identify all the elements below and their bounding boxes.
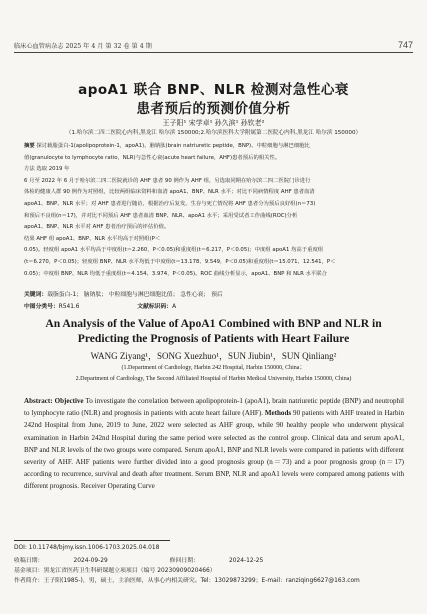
- author-note: 作者简介：王子阳(1985-)，男，硕士，主治医师，从事心内相关研究。Tel：13029873299；E-mail：ranziqing6627@163.com: [14, 578, 360, 584]
- english-abstract: [24, 395, 404, 493]
- chinese-authors: 王子阳¹ 宋学卓¹ 孙久滨¹ 孙钦老²: [162, 119, 265, 127]
- abstract-label: Abstract:: [24, 397, 53, 405]
- abstract-line: 0.05)。轻度组 apoA1 水平均高于中度组(t＝2.260，P＜0.05)和重度组(t＝6.217，P＜0.05)；中度组 apoA1 均高于重度组: [24, 247, 324, 254]
- abstract-line: (t＝6.270，P＜0.05)；轻度组 BNP、NLR 水平均低于中度组(t＝13.178、9.549，P＜0.05)和重度组(t＝15.071、12.541，P＜: [24, 258, 336, 265]
- document-code: 文献标识码：A: [137, 304, 177, 310]
- english-affiliation-2: 2.Department of Cardiology, The Second Affiliated Hospital of Harbin Medical University, Harbin 150000, China): [75, 376, 352, 382]
- keywords-label: 关键词：: [24, 292, 48, 298]
- chinese-abstract: [24, 141, 404, 280]
- chinese-affiliations: （1.哈尔滨二四二医院心内科,黑龙江 哈尔滨 150000;2.哈尔滨医科大学附属第二医院心内科,黑龙江 哈尔滨 150000）: [65, 130, 362, 136]
- journal-citation: 临床心血管病杂志 2025 年 4 月 第 32 卷 第 4 期: [14, 43, 152, 50]
- abstract-line: 6 月至 2022 年 6 月于哈尔滨二四二医院就诊的 AHF 患者 90 例作为 AHF 组，另选取同期在哈尔滨二四二医院门诊进行: [24, 177, 311, 184]
- english-title-line-1: An Analysis of the Value of ApoA1 Combined with BNP and NLR in: [45, 317, 382, 330]
- received-date: 收稿日期： 2024-09-29: [14, 558, 108, 564]
- revised-date: 修回日期： 2024-12-25: [169, 558, 264, 564]
- chinese-title-line-1: apoA1 联合 BNP、NLR 检测对急性心衰: [78, 82, 349, 98]
- chinese-title-line-2: 患者预后的预测价值分析: [136, 101, 291, 117]
- clc: 中图分类号：R541.6: [24, 304, 80, 310]
- abstract-line: 体检的健康人群 90 例作为对照组，比较两组临床资料和血清 apoA1、BNP、NLR 水平；对比不同病情程度 AHF 患者血清: [24, 189, 315, 196]
- abstract-line: 值(granulocyte to lymphocyte ratio，NLR)与急性心衰(acute heart failure，AHF)患者预后的相关性。: [24, 154, 281, 161]
- abstract-label: 摘要: [24, 143, 35, 149]
- abstract-line: 结果 AHF 组 apoA1、BNP、NLR 水平均高于对照组(P＜: [24, 235, 161, 242]
- doi: DOI: 10.11748/bjmy.issn.1006-1703.2025.04.018: [14, 545, 160, 551]
- abstract-line: 摘要 探讨载脂蛋白-1(apolipoprotein-1，apoA1)、脑钠肽(brain natriuretic peptide，BNP)、中粒细胞与淋巴细胞比: [24, 143, 310, 149]
- english-authors: WANG Ziyang¹，SONG Xuezhuo¹，SUN Jiubin¹，SUN Qinliang²: [90, 351, 337, 361]
- page-number: 747: [397, 40, 413, 50]
- methods-text: 90 patients with AHF treated in Harbin 242nd Hospital from June, 2019 to June, 2022 were selected as AHF group, while 90 healthy people who underwent physical examination in Harbin 242nd Hospital during the same period were selected as the control group. Clinical data and serum apoA1, BNP and NLR levels of the two groups were compared. Serum apoA1, BNP and NLR levels were compared in patients with different severity of AHF. AHF patients were further divided into a good prognosis group (n＝73) and a poor prognosis group (n＝17) according to recurrence, survival and death after treatment. Serum BNP, NLR and apoA1 levels were compared among patients with different prognosis. Receiver Operating Curve: [24, 409, 405, 491]
- classification-line: [24, 301, 404, 310]
- objective-text: To investigate the correlation between apolipoprotein-1 (apoA1), brain natriuretic peptide (BNP) and neutrophil to lymphocyte ratio (NLR) and prognosis in patients with acute heart failure (AHF).: [24, 397, 404, 418]
- dates: [14, 555, 414, 564]
- abstract-line: 方法 选取 2019 年: [24, 166, 70, 173]
- english-affiliation-1: (1.Department of Cardiology, Harbin 242 Hospital, Harbin 150000, China；: [121, 365, 306, 371]
- abstract-line: apoA1、BNP、NLR 水平；对 AHF 患者进行随访，根据治疗后复发、生存与死亡情况将 AHF 患者分为预后良好组(n＝73): [24, 200, 316, 207]
- methods-label: Methods: [264, 409, 292, 418]
- fund-note: 基金项目：黑龙江省医药卫生科研课题立项项目（编号 20230909020466）: [14, 568, 216, 574]
- objective-label: Objective: [54, 397, 84, 405]
- abstract-line: apoA1、BNP、NLR 水平对 AHF 患者治疗预后的评估价值。: [24, 224, 170, 231]
- chinese-keywords: [24, 289, 404, 298]
- english-title-line-2: Predicting the Prognosis of Patients with Heart Failure: [77, 332, 350, 345]
- footnote-divider: [14, 540, 170, 541]
- running-header: [14, 38, 413, 53]
- abstract-line: 和预后不良组(n＝17)，并对比不同预后 AHF 患者血清 BNP、NLR、apoA1 水平；采用受试者工作曲线(ROC)分析: [24, 212, 298, 219]
- abstract-line: 0.05)；中度组 BNP、NLR 均低于重度组(t＝4.154、3.974，P＜0.05)。ROC 曲线分析显示，apoA1、BNP 和 NLR 水平联合: [24, 270, 327, 277]
- keywords-text: 载脂蛋白-1； 脑钠肽； 中粒细胞与淋巴细胞比值； 急性心衰； 预后: [47, 292, 223, 298]
